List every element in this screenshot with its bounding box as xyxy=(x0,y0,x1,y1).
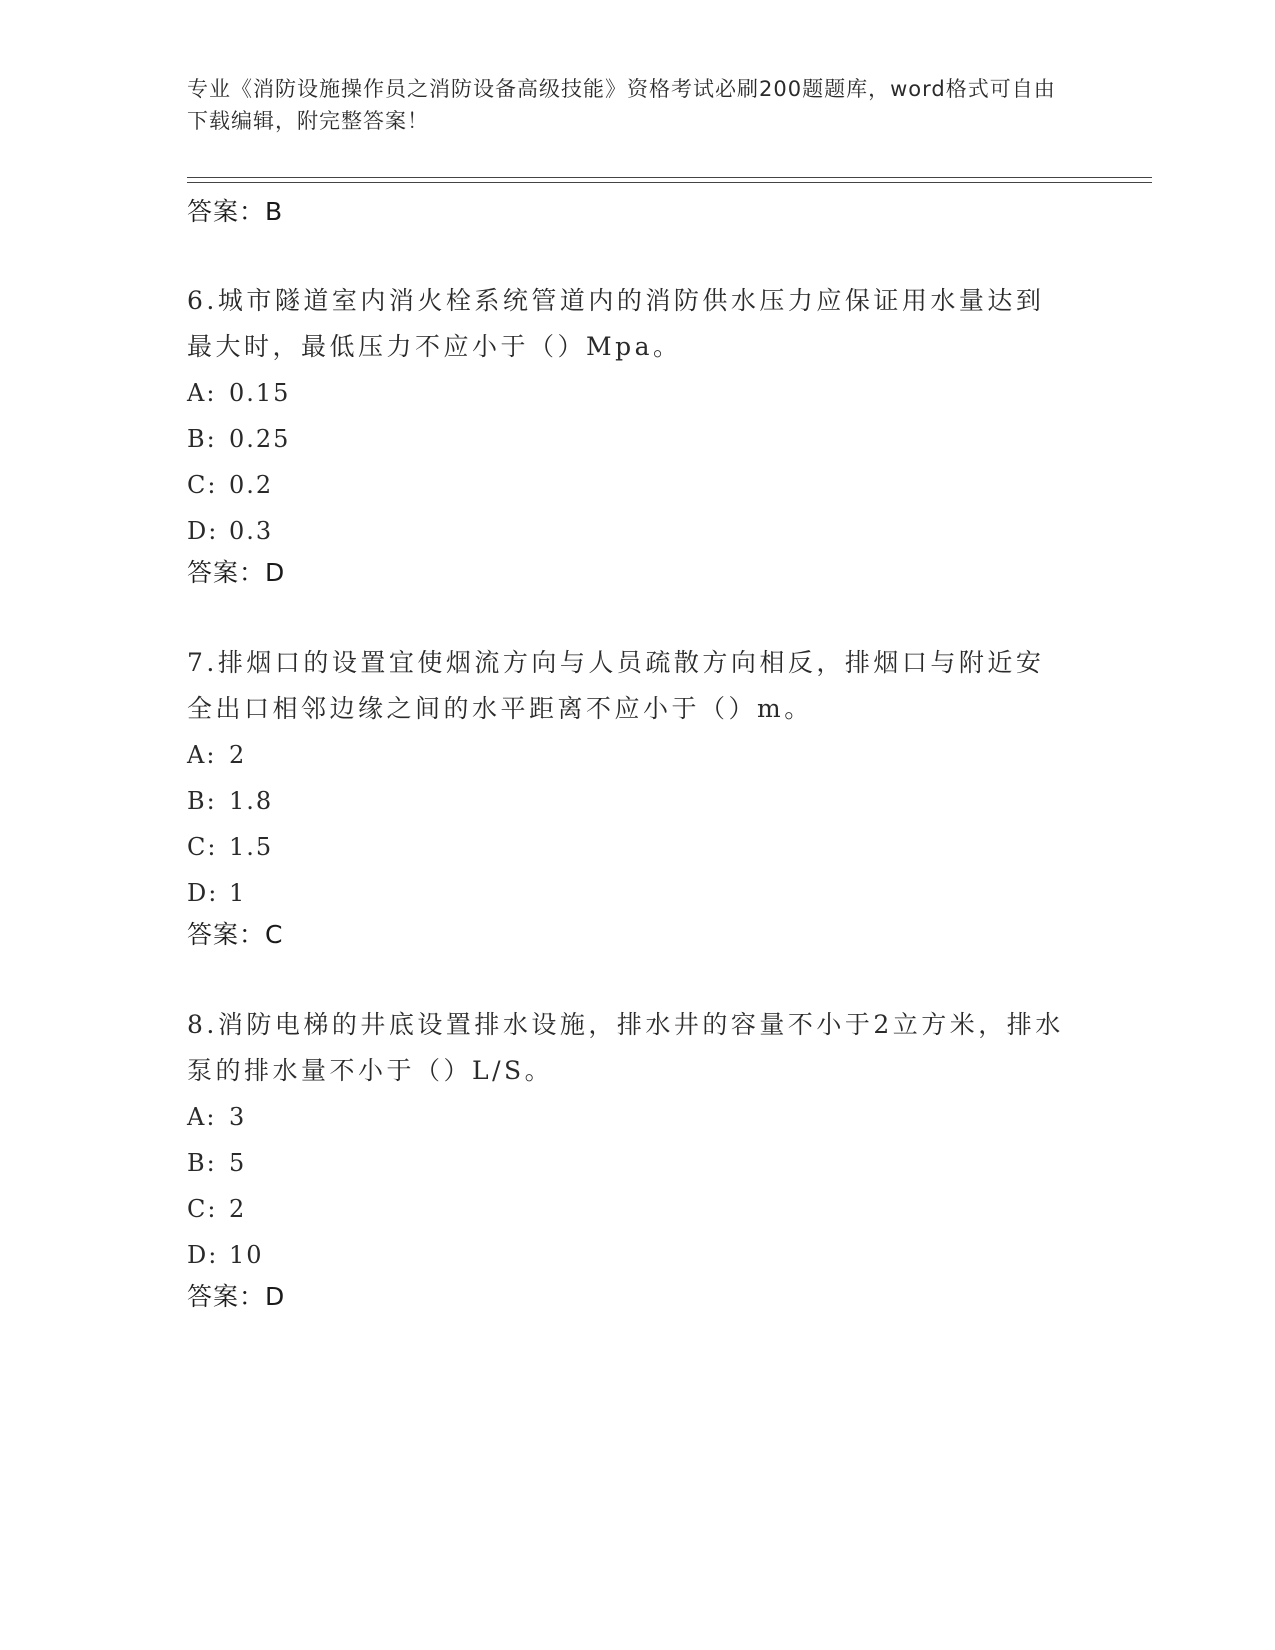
header-divider xyxy=(187,177,1152,183)
option-a xyxy=(187,1094,1067,1140)
option-letter: A: xyxy=(187,379,217,407)
option-d xyxy=(187,508,1067,554)
answer-line: 答案：C xyxy=(187,920,284,949)
question-stem: 6.城市隧道室内消火栓系统管道内的消防供水压力应保证用水量达到最大时，最低压力不应小于（）Mpa。 xyxy=(187,286,1045,361)
question-stem: 8.消防电梯的井底设置排水设施，排水井的容量不小于2立方米，排水泵的排水量不小于（）L/S。 xyxy=(187,1010,1064,1085)
option-value: 2 xyxy=(229,741,247,769)
option-letter: D: xyxy=(187,879,219,907)
option-value: 1 xyxy=(229,879,247,907)
option-b xyxy=(187,1140,1067,1186)
option-letter: C: xyxy=(187,833,218,861)
option-c xyxy=(187,462,1067,508)
option-a xyxy=(187,732,1067,778)
document-header: 专业《消防设施操作员之消防设备高级技能》资格考试必刷200题题库，word格式可自由下载编辑，附完整答案！ xyxy=(187,77,1056,133)
option-letter: B: xyxy=(187,1149,217,1177)
option-a xyxy=(187,370,1067,416)
option-c xyxy=(187,1186,1067,1232)
option-value: 0.25 xyxy=(229,425,291,453)
option-letter: D: xyxy=(187,1241,219,1269)
question-7 xyxy=(187,640,1067,954)
option-letter: B: xyxy=(187,425,217,453)
question-6 xyxy=(187,278,1067,592)
option-d xyxy=(187,1232,1067,1278)
answer-line: 答案：D xyxy=(187,1282,286,1311)
option-value: 5 xyxy=(229,1149,247,1177)
option-letter: A: xyxy=(187,1103,217,1131)
option-b xyxy=(187,778,1067,824)
option-b xyxy=(187,416,1067,462)
option-letter: C: xyxy=(187,471,218,499)
option-value: 3 xyxy=(229,1103,247,1131)
option-c xyxy=(187,824,1067,870)
answer-line: 答案：B xyxy=(187,197,284,226)
option-letter: C: xyxy=(187,1195,218,1223)
option-letter: A: xyxy=(187,741,217,769)
option-value: 1.8 xyxy=(229,787,274,815)
option-value: 0.15 xyxy=(229,379,291,407)
option-letter: B: xyxy=(187,787,217,815)
option-value: 0.3 xyxy=(229,517,274,545)
answer-line: 答案：D xyxy=(187,558,286,587)
option-d xyxy=(187,870,1067,916)
question-8 xyxy=(187,1002,1067,1316)
question-stem: 7.排烟口的设置宜使烟流方向与人员疏散方向相反，排烟口与附近安全出口相邻边缘之间的水平距离不应小于（）m。 xyxy=(187,648,1045,723)
option-value: 10 xyxy=(229,1241,264,1269)
option-value: 1.5 xyxy=(229,833,274,861)
option-letter: D: xyxy=(187,517,219,545)
option-value: 2 xyxy=(229,1195,247,1223)
option-value: 0.2 xyxy=(229,471,274,499)
